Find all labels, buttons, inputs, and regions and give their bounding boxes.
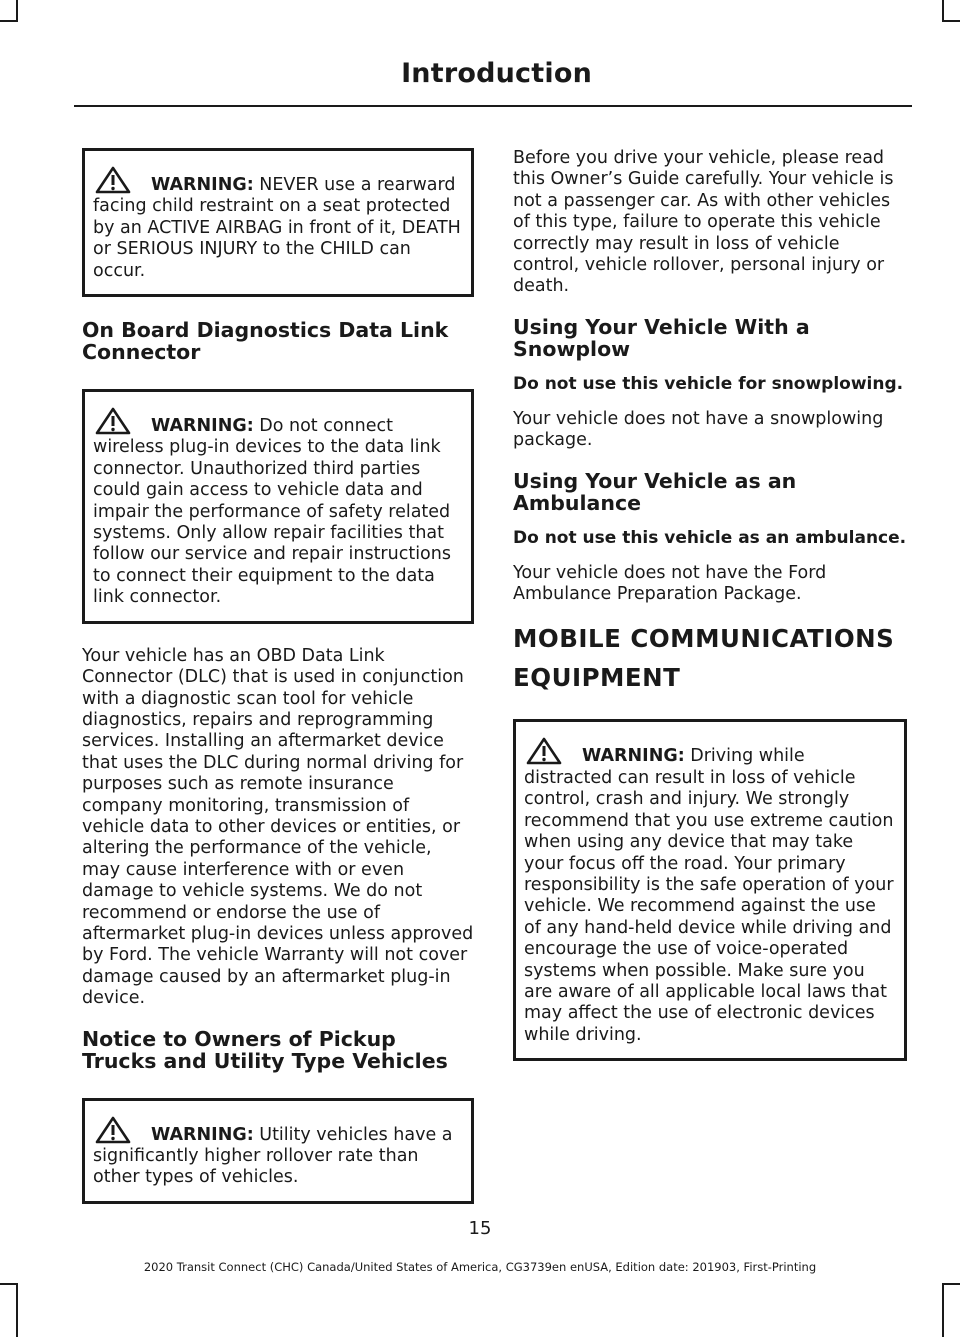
page-title: Introduction xyxy=(401,58,592,89)
warning-label: WARNING: xyxy=(582,746,685,767)
warning-box xyxy=(82,389,474,624)
warning-box xyxy=(82,148,474,297)
section-title: Notice to Owners of Pickup Trucks and Utility Type Vehicles xyxy=(82,1026,448,1073)
section-title: Using Your Vehicle With a Snowplow xyxy=(513,314,810,361)
crop-mark xyxy=(0,1283,18,1285)
warning-triangle-icon xyxy=(93,1115,147,1145)
warning-text: Utility vehicles have a significantly higher rollover rate than other types of vehicles. xyxy=(93,1124,453,1188)
body-paragraph: Your vehicle does not have a snowplowing package. xyxy=(513,408,884,451)
warning-box xyxy=(82,1098,474,1204)
crop-mark xyxy=(942,0,944,22)
body-paragraph: Your vehicle has an OBD Data Link Connector (DLC) that is used in conjunction with a diagnostic scan tool for vehicle diagnostics, repairs and reprogramming services. Installing an aftermarket device that uses the DLC during normal driving for purposes such as remote insurance company monitoring, transmission of vehicle data to other devices or entities, or altering the performance of the vehicle, may cause interference with or even damage to vehicle systems. We do not recommend or endorse the use of aftermarket plug-in devices unless approved by Ford. The vehicle Warranty will not cover damage caused by an aftermarket plug-in device. xyxy=(82,645,474,1009)
warning-box xyxy=(513,719,907,1061)
body-paragraph: Your vehicle does not have the Ford Ambulance Preparation Package. xyxy=(513,562,827,605)
crop-mark xyxy=(16,0,18,22)
warning-text: NEVER use a rearward facing child restraint on a seat protected by an ACTIVE AIRBAG in front of it, DEATH or SERIOUS INJURY to the CHILD can occur. xyxy=(93,175,461,281)
warning-triangle-icon xyxy=(93,406,147,436)
right-column xyxy=(513,148,907,1083)
intro-paragraph: Before you drive your vehicle, please read this Owner’s Guide carefully. Your vehicle is not a passenger car. As with other vehicles of this type, failure to operate this vehicle correctly may result in loss of vehicle control, vehicle rollover, personal injury or death. xyxy=(513,148,894,297)
warning-text: Driving while distracted can result in loss of vehicle control, crash and injury. We strongly recommend that you use extreme caution when using any device that may take your focus off the road. Your primary responsibility is the safe operation of your vehicle. We recommend against the use of any hand-held device while driving and encourage the use of voice-operated systems when possible. Make sure you are aware of all applicable local laws that may affect the use of electronic devices while driving. xyxy=(524,746,894,1045)
title-divider xyxy=(74,105,912,107)
crop-mark xyxy=(942,20,960,22)
major-heading xyxy=(513,623,907,693)
warning-label: WARNING: xyxy=(151,416,254,437)
edition-footer: 2020 Transit Connect (CHC) Canada/United States of America, CG3739en enUSA, Edition date: 201903, First-Printing xyxy=(143,1260,817,1274)
warning-label: WARNING: xyxy=(151,1124,254,1145)
warning-triangle-icon xyxy=(93,165,147,195)
left-column xyxy=(82,148,474,1226)
crop-mark xyxy=(942,1283,960,1285)
crop-mark xyxy=(942,1283,944,1337)
page-number: 15 xyxy=(468,1218,492,1239)
warning-triangle-icon xyxy=(524,736,578,766)
section-title: On Board Diagnostics Data Link Connector xyxy=(82,318,449,365)
section-title: Using Your Vehicle as an Ambulance xyxy=(513,468,797,515)
warning-label: WARNING: xyxy=(151,175,254,195)
section-subtitle: Do not use this vehicle as an ambulance. xyxy=(513,527,907,548)
section-subtitle: Do not use this vehicle for snowplowing. xyxy=(513,373,904,394)
major-heading-line: EQUIPMENT xyxy=(513,663,681,693)
warning-text: Do not connect wireless plug-in devices to the data link connector. Unauthorized third parties could gain access to vehicle data and impair the performance of safety related systems. Only allow repair facilities that follow our service and repair instructions to connect their equipment to the data link connector. xyxy=(93,416,451,608)
crop-mark xyxy=(16,1283,18,1337)
major-heading-line: MOBILE COMMUNICATIONS xyxy=(513,624,895,654)
crop-mark xyxy=(0,20,18,22)
